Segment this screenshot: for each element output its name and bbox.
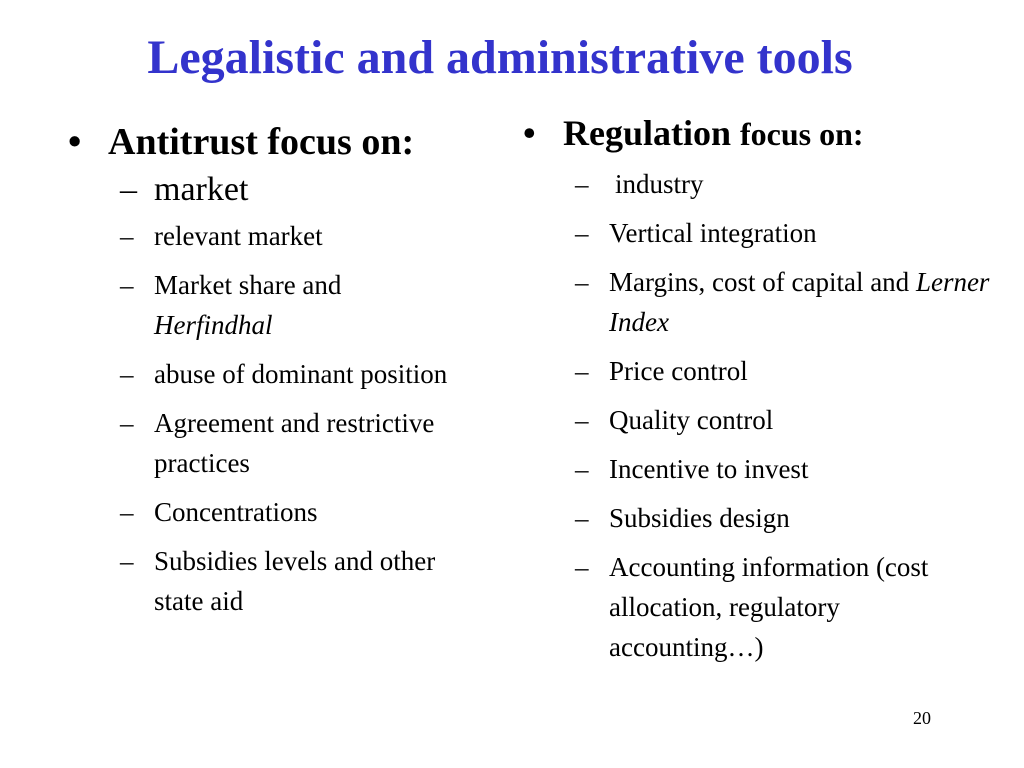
list-item	[575, 400, 993, 440]
dash-icon: –	[575, 168, 589, 199]
regulation-heading-text	[563, 114, 864, 154]
regulation-column	[523, 114, 993, 676]
dash-icon: –	[575, 266, 589, 297]
dash-icon: –	[120, 496, 134, 527]
dash-icon: –	[575, 355, 589, 386]
dash-icon: –	[575, 453, 589, 484]
list-item	[575, 498, 993, 538]
list-item	[120, 492, 488, 532]
list-item-text: Subsidies levels and other state aid	[154, 545, 436, 616]
list-item-text: Subsidies design	[609, 502, 790, 533]
list-item	[120, 216, 488, 256]
list-item-text: industry	[615, 168, 704, 199]
dash-icon: –	[120, 170, 137, 208]
list-item-text: Accounting information (cost allocation, regulatory accounting…)	[609, 551, 929, 662]
list-item	[575, 262, 993, 342]
antitrust-heading	[68, 122, 488, 164]
list-item-text: Concentrations	[154, 496, 318, 527]
list-item-text: market	[154, 170, 249, 208]
list-item	[120, 354, 488, 394]
antitrust-heading-text: Antitrust focus on:	[108, 121, 415, 163]
list-item	[120, 170, 488, 210]
dash-icon: –	[575, 217, 589, 248]
list-item	[120, 403, 488, 483]
antitrust-list	[68, 170, 488, 621]
list-item-plain: Margins, cost of capital and	[609, 266, 910, 297]
regulation-list	[523, 164, 993, 667]
list-item-text: Agreement and restrictive practices	[154, 407, 435, 478]
list-item-text	[609, 262, 993, 342]
dash-icon: –	[120, 220, 134, 251]
dash-icon: –	[120, 358, 134, 389]
antitrust-column	[68, 122, 488, 630]
page-number: 20	[913, 708, 931, 728]
bullet-icon: •	[68, 121, 82, 163]
list-item-plain: Market share and	[154, 269, 342, 300]
dash-icon: –	[575, 502, 589, 533]
list-item	[120, 265, 488, 345]
list-item-text: abuse of dominant position	[154, 358, 448, 389]
list-item-text: Vertical integration	[609, 217, 817, 248]
list-item-text: Price control	[609, 355, 748, 386]
dash-icon: –	[120, 407, 134, 438]
list-item-text: Quality control	[609, 404, 774, 435]
dash-icon: –	[120, 269, 134, 300]
list-item-text: Incentive to invest	[609, 453, 809, 484]
list-item	[575, 164, 993, 204]
list-item-text	[154, 265, 488, 345]
dash-icon: –	[575, 404, 589, 435]
regulation-heading-suffix: focus on:	[740, 116, 864, 152]
regulation-heading-main: Regulation	[563, 113, 732, 153]
dash-icon: –	[120, 545, 134, 576]
list-item	[120, 541, 488, 621]
list-item	[575, 547, 993, 667]
list-item-text: relevant market	[154, 220, 323, 251]
bullet-icon: •	[523, 113, 536, 153]
list-item-italic: Lerner Index	[609, 266, 990, 337]
slide-title: Legalistic and administrative tools	[147, 31, 853, 84]
list-item	[575, 449, 993, 489]
list-item-italic: Herfindhal	[154, 309, 273, 340]
dash-icon: –	[575, 551, 589, 582]
list-item	[575, 213, 993, 253]
regulation-heading	[523, 114, 993, 154]
list-item	[575, 351, 993, 391]
